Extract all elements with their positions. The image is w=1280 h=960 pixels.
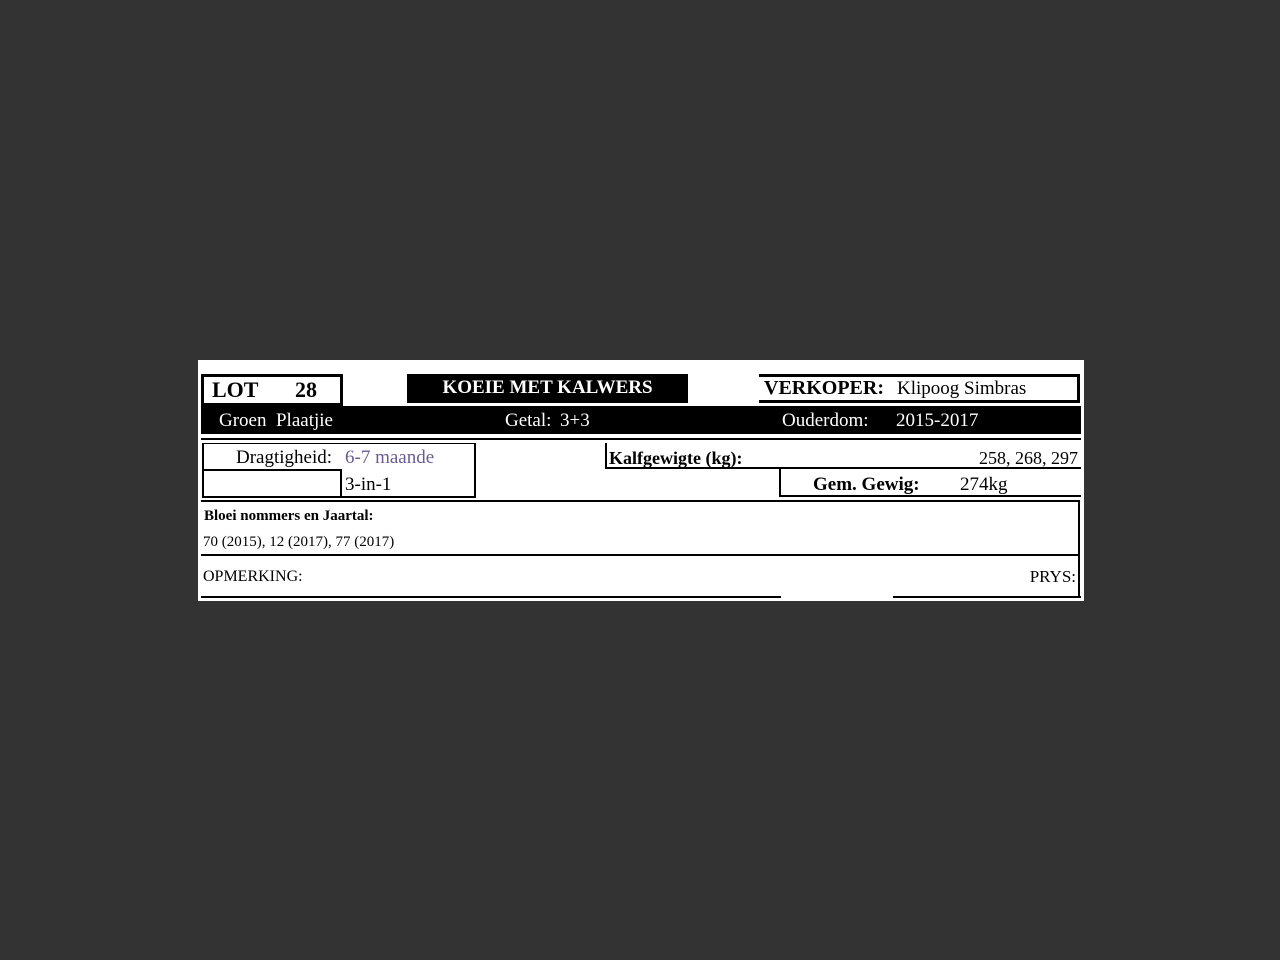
seller-label: VERKOPER: [764,377,884,399]
seller-name: Klipoog Simbras [897,378,1027,399]
category-title: KOEIE MET KALWERS [442,377,653,398]
divider [201,438,1081,440]
age-value: 2015-2017 [896,410,979,431]
price-label: PRYS: [1029,567,1076,586]
lot-label: LOT [212,377,259,402]
pregnancy-inner-vline [340,469,342,497]
footer-right-border [1078,554,1080,598]
lot-number: 28 [295,377,317,402]
pregnancy-label: Dragtigheid: [236,447,333,468]
bloei-value: 70 (2015), 12 (2017), 77 (2017) [203,534,395,550]
pregnancy-inner-hline [202,469,341,471]
bloei-label: Bloei nommers en Jaartal: [204,508,374,524]
vaccine-value: 3-in-1 [345,474,392,495]
calf-weight-label: Kalfgewigte (kg): [609,448,743,468]
average-weight-label: Gem. Gewig: [813,474,920,495]
age-label: Ouderdom: [782,410,869,431]
pregnancy-value: 6-7 maande [345,447,435,468]
remark-line [201,596,781,598]
count-label: Getal: [505,410,552,431]
price-line [893,596,1081,598]
seller-underline [759,400,1080,403]
calf-weight-values: 258, 268, 297 [979,448,1078,468]
average-weight-value: 274kg [960,474,1008,495]
lot-card [198,360,1084,601]
remark-label: OPMERKING: [203,568,303,585]
count-value: 3+3 [560,410,590,431]
tag-colour: Groen Plaatjie [219,410,333,431]
